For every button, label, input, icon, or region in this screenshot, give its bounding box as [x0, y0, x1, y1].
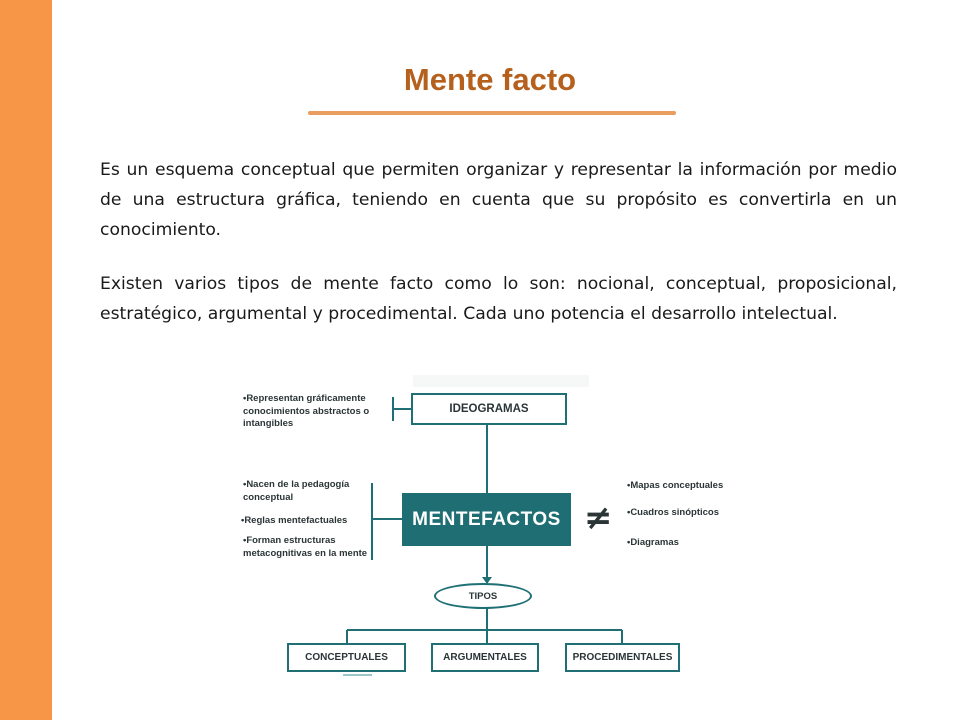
type-box-procedimentales: PROCEDIMENTALES — [565, 643, 680, 672]
type-box-conceptuales: CONCEPTUALES — [287, 643, 406, 672]
right-note-cuadros: •Cuadros sinópticos — [627, 507, 720, 518]
type-box-argumentales: ARGUMENTALES — [431, 643, 539, 672]
mentefactos-box: MENTEFACTOS — [402, 493, 571, 546]
right-note-mapas: •Mapas conceptuales — [627, 480, 724, 491]
diagram-top-patch — [413, 375, 589, 387]
ideogramas-box: IDEOGRAMAS — [411, 393, 567, 425]
left-accent-bar — [0, 0, 52, 720]
left-note-forman: •Forman estructuras metacognitivas en la mente — [243, 535, 368, 559]
tipos-ellipse: TIPOS — [434, 583, 532, 609]
slide-title: Mente facto — [403, 62, 577, 97]
title-underline — [308, 111, 676, 115]
paragraph-types: Existen varios tipos de mente facto como lo son: nocional, conceptual, proposicional, estratégico, argumental y procedimental. Cada uno potencia el desarrollo intelectual. — [100, 274, 897, 324]
paragraph-definition: Es un esquema conceptual que permiten organizar y representar la información por medio de una estructura gráfica, teniendo en cuenta que su propósito es convertirla en un conocimiento. — [100, 160, 897, 240]
not-equal-symbol: ≠ — [584, 498, 613, 538]
right-note-diagramas: •Diagramas — [627, 537, 679, 548]
left-note-nacen: •Nacen de la pedagogía conceptual — [243, 479, 350, 503]
left-note-representan: •Representan gráficamente conocimientos abstractos o intangibles — [243, 393, 370, 429]
left-note-reglas: •Reglas mentefactuales — [241, 515, 348, 526]
